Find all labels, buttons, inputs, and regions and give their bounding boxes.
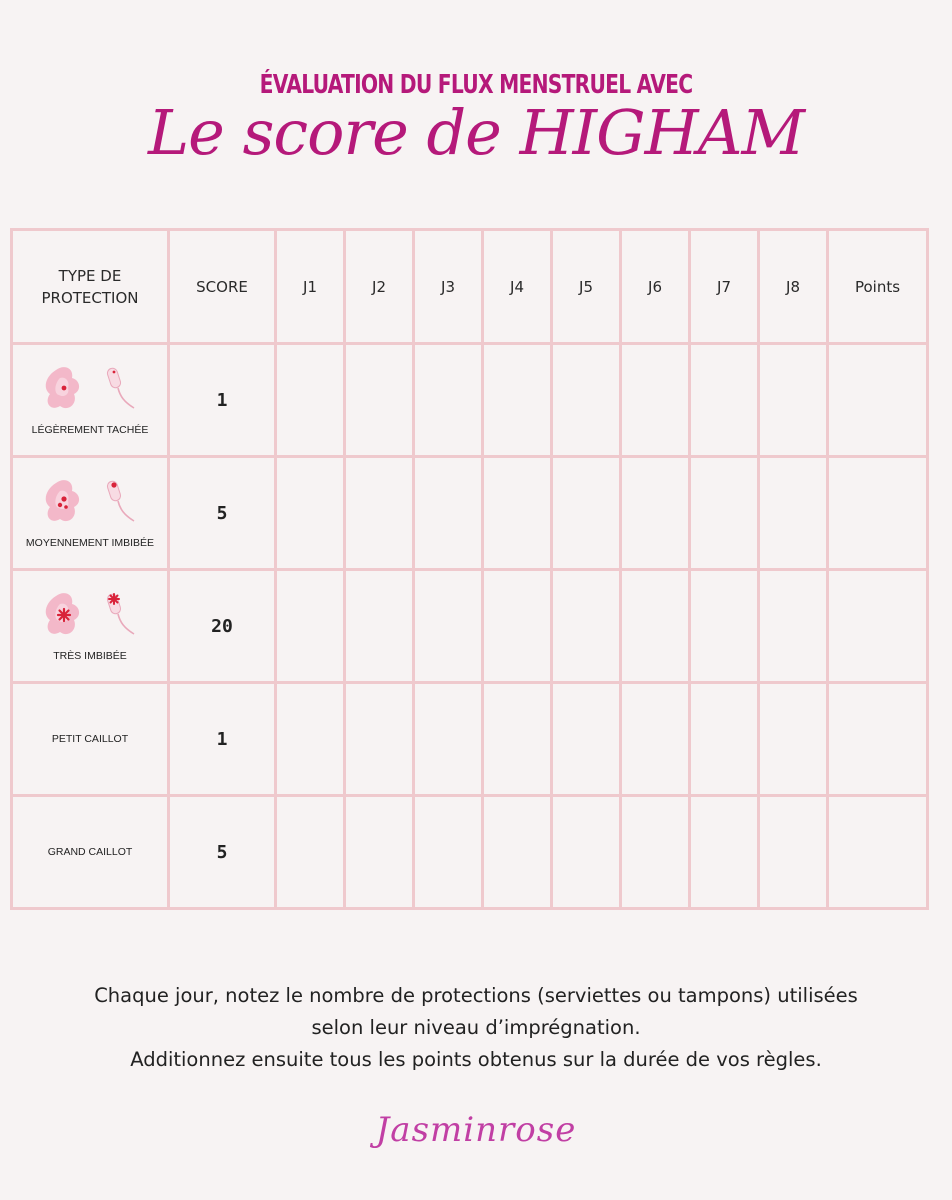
header-points: Points: [828, 230, 928, 344]
day-cell-j6[interactable]: [621, 796, 690, 909]
day-cell-j3[interactable]: [414, 683, 483, 796]
day-cell-j2[interactable]: [345, 457, 414, 570]
points-cell[interactable]: [828, 457, 928, 570]
day-cell-j4[interactable]: [483, 683, 552, 796]
header-day-1: J1: [276, 230, 345, 344]
day-cell-j8[interactable]: [759, 457, 828, 570]
points-cell[interactable]: [828, 570, 928, 683]
score-value: 20: [169, 570, 276, 683]
page-subtitle: ÉVALUATION DU FLUX MENSTRUEL AVEC: [259, 70, 693, 100]
day-cell-j3[interactable]: [414, 457, 483, 570]
row-label: GRAND CAILLOT: [47, 846, 133, 858]
points-cell[interactable]: [828, 344, 928, 457]
day-cell-j6[interactable]: [621, 457, 690, 570]
score-value: 5: [169, 457, 276, 570]
day-cell-j4[interactable]: [483, 570, 552, 683]
table-row-medium: [12, 457, 928, 570]
page-title: Le score de HIGHAM: [148, 96, 804, 169]
day-cell-j8[interactable]: [759, 683, 828, 796]
points-cell[interactable]: [828, 683, 928, 796]
header-score: SCORE: [169, 230, 276, 344]
pad-icon: [42, 364, 86, 414]
day-cell-j2[interactable]: [345, 344, 414, 457]
day-cell-j3[interactable]: [414, 796, 483, 909]
header-protection-type: [12, 230, 169, 344]
tampon-icon: [104, 590, 138, 640]
day-cell-j1[interactable]: [276, 683, 345, 796]
instructions-line-2: selon leur niveau d’imprégnation.: [311, 1016, 641, 1039]
day-cell-j1[interactable]: [276, 570, 345, 683]
table-header-row: [12, 230, 928, 344]
header-day-5: J5: [552, 230, 621, 344]
day-cell-j3[interactable]: [414, 344, 483, 457]
day-cell-j1[interactable]: [276, 344, 345, 457]
score-value: 1: [169, 683, 276, 796]
protection-type-cell: [12, 344, 169, 457]
points-cell[interactable]: [828, 796, 928, 909]
day-cell-j3[interactable]: [414, 570, 483, 683]
day-cell-j4[interactable]: [483, 796, 552, 909]
day-cell-j5[interactable]: [552, 796, 621, 909]
instructions: [0, 980, 952, 1076]
tampon-icon: [104, 364, 138, 414]
pad-icon: [42, 590, 86, 640]
table-row-small-clot: [12, 683, 928, 796]
score-value: 5: [169, 796, 276, 909]
day-cell-j7[interactable]: [690, 796, 759, 909]
table-row-light: [12, 344, 928, 457]
protection-type-cell: [12, 796, 169, 909]
row-label: PETIT CAILLOT: [51, 733, 129, 745]
header-day-4: J4: [483, 230, 552, 344]
protection-type-cell: [12, 457, 169, 570]
score-value: 1: [169, 344, 276, 457]
day-cell-j7[interactable]: [690, 344, 759, 457]
day-cell-j5[interactable]: [552, 683, 621, 796]
day-cell-j5[interactable]: [552, 344, 621, 457]
day-cell-j5[interactable]: [552, 570, 621, 683]
day-cell-j5[interactable]: [552, 457, 621, 570]
header-protection-type-line2: PROTECTION: [41, 288, 139, 307]
day-cell-j4[interactable]: [483, 344, 552, 457]
table-row-large-clot: [12, 796, 928, 909]
protection-type-cell: [12, 683, 169, 796]
protection-type-cell: [12, 570, 169, 683]
day-cell-j7[interactable]: [690, 683, 759, 796]
day-cell-j7[interactable]: [690, 457, 759, 570]
day-cell-j6[interactable]: [621, 344, 690, 457]
row-label: MOYENNEMENT IMBIBÉE: [25, 537, 155, 549]
day-cell-j1[interactable]: [276, 457, 345, 570]
higham-score-table: [10, 228, 929, 910]
day-cell-j4[interactable]: [483, 457, 552, 570]
table-row-heavy: [12, 570, 928, 683]
instructions-line-1: Chaque jour, notez le nombre de protections (serviettes ou tampons) utilisées: [94, 984, 858, 1007]
header-day-6: J6: [621, 230, 690, 344]
day-cell-j8[interactable]: [759, 570, 828, 683]
day-cell-j8[interactable]: [759, 796, 828, 909]
header-day-3: J3: [414, 230, 483, 344]
header-day-7: J7: [690, 230, 759, 344]
day-cell-j7[interactable]: [690, 570, 759, 683]
header-day-8: J8: [759, 230, 828, 344]
day-cell-j6[interactable]: [621, 570, 690, 683]
day-cell-j6[interactable]: [621, 683, 690, 796]
row-label: LÉGÈREMENT TACHÉE: [31, 424, 149, 436]
header-protection-type-line1: TYPE DE: [58, 266, 122, 285]
day-cell-j8[interactable]: [759, 344, 828, 457]
day-cell-j1[interactable]: [276, 796, 345, 909]
instructions-line-3: Additionnez ensuite tous les points obtenus sur la durée de vos règles.: [130, 1048, 822, 1071]
header-day-2: J2: [345, 230, 414, 344]
signature: Jasminrose: [375, 1110, 577, 1150]
day-cell-j2[interactable]: [345, 683, 414, 796]
row-label: TRÈS IMBIBÉE: [53, 650, 127, 662]
day-cell-j2[interactable]: [345, 796, 414, 909]
day-cell-j2[interactable]: [345, 570, 414, 683]
pad-icon: [42, 477, 86, 527]
tampon-icon: [104, 477, 138, 527]
